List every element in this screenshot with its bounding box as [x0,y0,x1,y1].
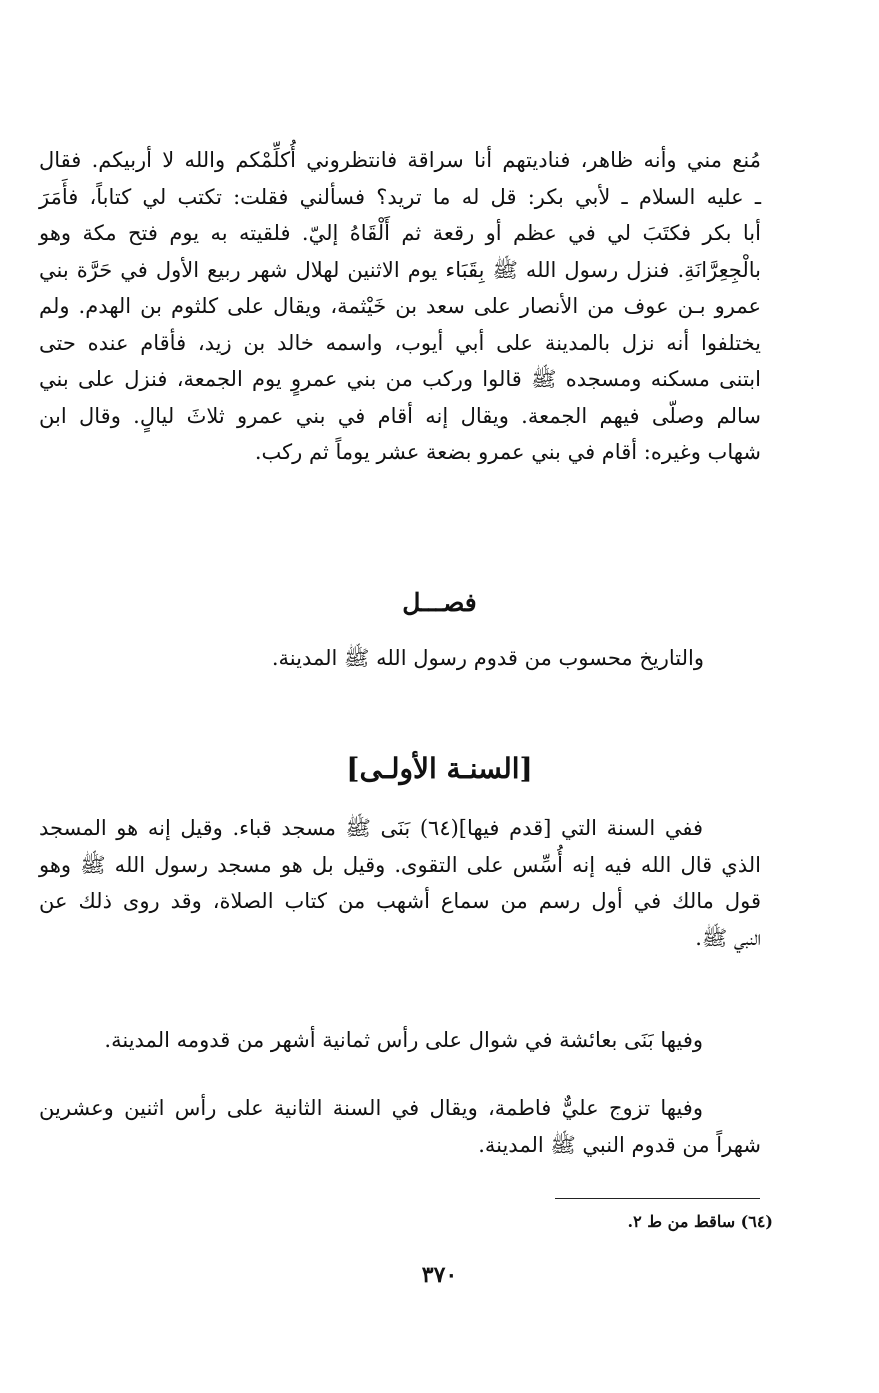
year-one-heading: [السنـة الأولـى] [346,752,533,785]
footnote-separator [555,1198,760,1199]
text-line: أبا بكر فكتَبَ لي في عظم أو رقعة ثم أَلْقَاهُ إليّ. فلقيته به يوم فتح مكة وهو [39,221,761,245]
footnote: (٦٤) ساقط من ط ٢. [627,1212,773,1231]
text-line: شهراً من قدوم النبي ﷺ المدينة. [478,1132,761,1157]
fasl-heading: فصـــل [402,588,477,617]
text-line: بالْجِعِرَّانَةِ. فنزل رسول الله ﷺ بِقَبَاء يوم الاثنين لهلال شهر ربيع الأول في حَرَّة بني [39,257,761,282]
text-line: النبي ﷺ. [695,925,761,950]
text-line: عمرو بـن عوف من الأنصار على سعد بن خَيْثمة، ويقال على كلثوم بن الهدم. ولم [39,294,761,318]
text-line: يختلفوا أنه نزل بالمدينة على أبي أيوب، واسمه خالد بن زيد، فأقام عنده حتى [39,330,761,355]
text-line: قول مالك في أول رسم من سماع أشهب من كتاب الصلاة، وقد روى ذلك عن [39,889,761,913]
year-one-paragraph-3 [39,1090,761,1163]
opening-paragraph [39,142,761,471]
text-line: وفيها بَنَى بعائشة في شوال على رأس ثمانية أشهر من قدومه المدينة. [104,1028,703,1052]
page-number: ٣٧٠ [421,1262,458,1288]
text-line: ـ عليه السلام ـ لأبي بكر: قل له ما تريد؟ فسألني فقلت: تكتب لي كتاباً، فأَمَرَ [39,184,761,209]
text-line: وفيها تزوج عليٌّ فاطمة، ويقال في السنة الثانية على رأس اثنين وعشرين [39,1096,703,1120]
text-line: شهاب وغيره: أقام في بني عمرو بضعة عشر يوماً ثم ركب. [254,440,761,464]
fasl-text: والتاريخ محسوب من قدوم رسول الله ﷺ المدينة. [271,646,704,670]
year-one-paragraph-2 [39,1022,761,1059]
text-line: سالم وصلّى فيهم الجمعة. ويقال إنه أقام في بني عمرو ثلاثَ ليالٍ. وقال ابن [39,403,761,428]
text-line: ففي السنة التي [قدم فيها](٦٤) بَنَى ﷺ مسجد قباء. وقيل إنه هو المسجد [39,816,703,840]
text-line: مُنع مني وأنه ظاهر، فناديتهم أنا سراقة فانتظروني أُكلِّمْكم والله لا أربيكم. فقال [39,148,761,172]
text-line: الذي قال الله فيه إنه أُسِّس على التقوى. وقيل بل هو مسجد رسول الله ﷺ وهو [39,852,761,877]
text-line: ابتنى مسكنه ومسجده ﷺ قالوا وركب من بني عمروٍ يوم الجمعة، فنزل على بني [39,367,761,391]
year-one-paragraph-1 [39,810,761,956]
